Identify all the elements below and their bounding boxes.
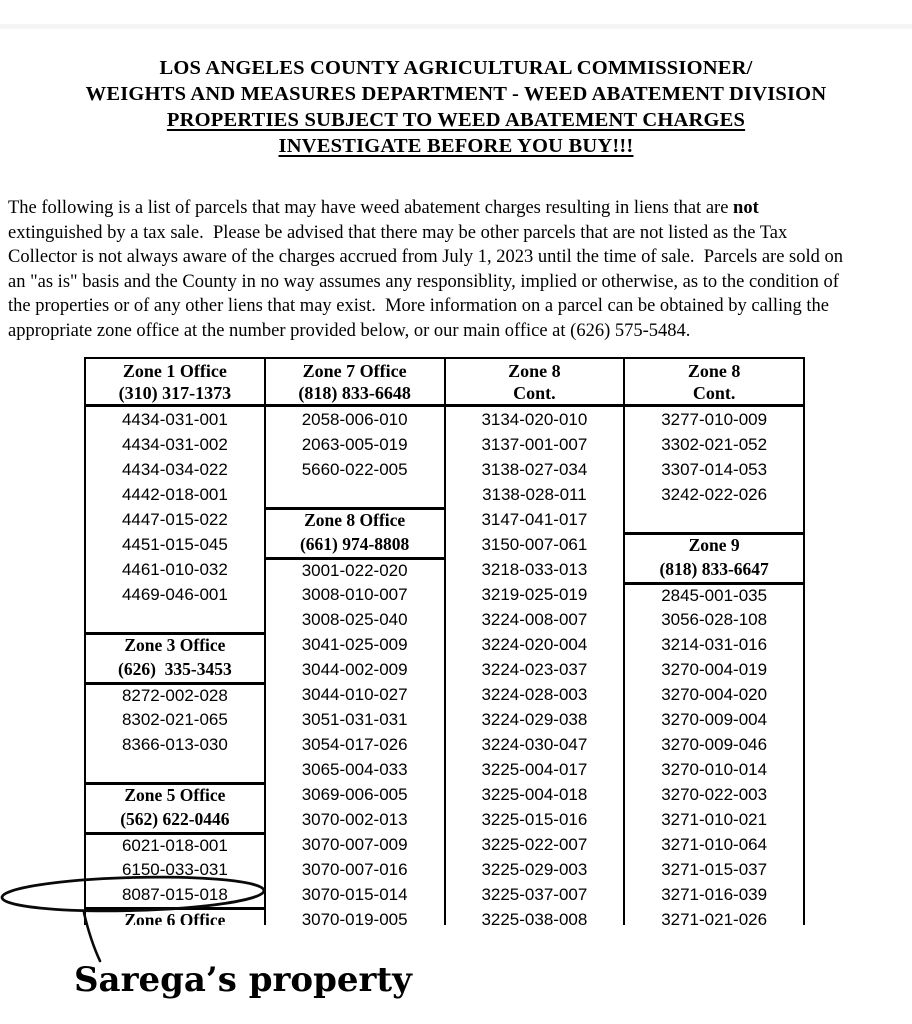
parcel-cell: 3270-009-004 (661, 710, 768, 729)
parcel-cell: 3277-010-009 (661, 410, 768, 429)
parcel-cell: 4434-031-001 (121, 410, 228, 429)
parcel-cell: 3134-020-010 (481, 410, 588, 429)
paragraph-line (8, 270, 908, 295)
title-line: INVESTIGATE BEFORE YOU BUY!!! (278, 135, 634, 157)
paragraph-line (8, 294, 908, 319)
parcel-cell: 4442-018-001 (121, 485, 228, 504)
parcel-cell: 8302-021-065 (121, 710, 228, 729)
parcel-cell: 4434-031-002 (121, 435, 228, 454)
parcel-cell: 3225-015-016 (481, 810, 588, 829)
parcel-cell: 6021-018-001 (86, 832, 264, 857)
paragraph-text: not (733, 198, 759, 218)
parcel-cell: 5660-022-005 (301, 460, 408, 479)
scan-artifact-band (0, 24, 912, 29)
parcel-cell: 3001-022-020 (266, 557, 444, 582)
parcel-cell: 3225-029-003 (481, 860, 588, 879)
paragraph-line (8, 221, 908, 246)
zone-header-text: Zone 7 Office (302, 360, 407, 381)
paragraph-text: appropriate zone office at the number provided below, or our main office at (626) 575-5484. (8, 320, 691, 341)
parcel-cell: 3137-001-007 (481, 435, 588, 454)
parcel-cell: 3051-031-031 (301, 710, 408, 729)
parcel-cell: 2058-006-010 (301, 410, 408, 429)
parcel-cell: 3065-004-033 (301, 760, 408, 779)
parcel-cell: 3270-004-019 (661, 660, 768, 679)
parcel-cell: 3147-041-017 (481, 510, 588, 529)
parcel-cell: 3271-010-064 (661, 835, 768, 854)
zone-column (86, 359, 266, 925)
parcel-cell: 3044-010-027 (301, 685, 408, 704)
zone-header-text: Zone 1 Office (122, 360, 227, 381)
parcel-cell: 3041-025-009 (301, 635, 408, 654)
parcel-cell: 3270-009-046 (661, 735, 768, 754)
parcel-cell: 3008-010-007 (301, 585, 408, 604)
zone-column-header (446, 359, 624, 407)
zone-header-text: (310) 317-1373 (118, 382, 232, 403)
parcel-cell: 3224-028-003 (481, 685, 588, 704)
paragraph-text: Collector is not always aware of the charges accrued from July 1, 2023 until the time of sale. Parcels are sold on (8, 247, 843, 268)
parcel-cell: 3054-017-026 (301, 735, 408, 754)
parcel-cell: 3225-037-007 (481, 885, 588, 904)
parcel-cell: 3070-007-009 (301, 835, 408, 854)
parcel-cell: 3219-025-019 (481, 585, 588, 604)
parcel-cell: 3271-016-039 (661, 885, 768, 904)
blank-cell (266, 482, 444, 507)
blank-cell (625, 507, 803, 532)
parcel-cell: 3224-020-004 (481, 635, 588, 654)
parcel-cell: 3242-022-026 (661, 485, 768, 504)
section-header-cell: Zone 6 Office (86, 907, 264, 925)
parcel-cell: 6150-033-031 (121, 860, 228, 879)
zone-column (625, 359, 803, 925)
parcel-cell: 3302-021-052 (661, 435, 768, 454)
parcel-cell: 4469-046-001 (121, 585, 228, 604)
zone-column (446, 359, 626, 925)
parcel-cell: 3307-014-053 (661, 460, 768, 479)
title-line: WEIGHTS AND MEASURES DEPARTMENT - WEED ABATEMENT DIVISION (85, 83, 827, 105)
parcel-cell: 3070-007-016 (301, 860, 408, 879)
parcel-cell: 3056-028-108 (661, 610, 768, 629)
zone-header-text: Zone 8 (508, 360, 561, 381)
parcel-cell: 3271-010-021 (661, 810, 768, 829)
zone-header-text: Zone 8 (687, 360, 741, 381)
parcel-cell: 3138-028-011 (482, 485, 587, 504)
parcel-cell: 3069-006-005 (301, 785, 408, 804)
parcel-cell: 3070-015-014 (301, 885, 408, 904)
parcel-cell: 3224-023-037 (481, 660, 588, 679)
paragraph-text: an "as is" basis and the County in no way assumes any responsiblity, implied or otherwise, as to the condition of (8, 271, 839, 292)
section-header-cell: (661) 974-8808 (299, 534, 410, 554)
parcel-cell: 3138-027-034 (481, 460, 588, 479)
parcel-cell: 4461-010-032 (121, 560, 228, 579)
parcel-cell: 4447-015-022 (121, 510, 228, 529)
parcel-cell: 3070-002-013 (301, 810, 408, 829)
parcel-cell: 3218-033-013 (481, 560, 588, 579)
annotation-label: Sarega’s property (74, 960, 412, 1000)
blank-cell (86, 607, 264, 632)
title-line: LOS ANGELES COUNTY AGRICULTURAL COMMISSIONER/ (159, 57, 753, 79)
parcel-cell: 3225-038-008 (481, 910, 588, 925)
zone-header-text: Cont. (513, 382, 556, 403)
section-header-cell: Zone 8 Office (266, 507, 444, 532)
paragraph-line (8, 319, 908, 344)
zone-header-text: (818) 833-6648 (298, 382, 411, 403)
paragraph-text: extinguished by a tax sale. Please be advised that there may be other parcels that are not listed as the Tax (8, 222, 788, 243)
parcel-cell: 3008-025-040 (301, 610, 408, 629)
parcel-cell: 4451-015-045 (121, 535, 228, 554)
parcel-cell: 3225-022-007 (481, 835, 588, 854)
section-header-cell: (818) 833-6647 (659, 559, 769, 579)
parcel-cell: 3224-029-038 (481, 710, 588, 729)
parcel-cell: 3271-015-037 (661, 860, 768, 879)
parcel-cell: 8366-013-030 (121, 735, 228, 754)
section-header-cell: Zone 5 Office (86, 782, 264, 807)
parcel-cell: 3271-021-026 (661, 910, 768, 925)
parcel-cell: 3150-007-061 (481, 535, 588, 554)
parcel-cell: 4434-034-022 (121, 460, 228, 479)
parcel-cell: 2845-001-035 (625, 582, 803, 607)
paragraph-text: the properties or of any other liens that may exist. More information on a parcel can be obtained by calling the (8, 296, 829, 317)
document-title (0, 55, 912, 159)
parcel-cell: 3225-004-018 (481, 785, 588, 804)
zone-header-text: Cont. (692, 382, 736, 403)
section-header-cell: (626) 335-3453 (118, 659, 232, 679)
parcel-cell: 3224-030-047 (481, 735, 588, 754)
parcel-cell: 3270-004-020 (661, 685, 768, 704)
paragraph-line (8, 245, 908, 270)
parcel-cell: 3270-022-003 (661, 785, 768, 804)
intro-paragraph (8, 196, 908, 344)
parcel-cell: 2063-005-019 (301, 435, 408, 454)
parcel-cell: 3270-010-014 (661, 760, 768, 779)
parcel-cell: 8272-002-028 (86, 682, 264, 707)
zone-column-header (266, 359, 444, 407)
parcel-cell: 3044-002-009 (301, 660, 408, 679)
parcel-cell: 3070-019-005 (301, 910, 408, 925)
parcel-table (84, 357, 805, 925)
paragraph-text: The following is a list of parcels that may have weed abatement charges resulting in liens that are (8, 198, 734, 218)
section-header-cell: Zone 9 (625, 532, 803, 557)
title-line: PROPERTIES SUBJECT TO WEED ABATEMENT CHARGES (166, 109, 746, 131)
zone-column (266, 359, 446, 925)
section-header-cell: Zone 3 Office (86, 632, 264, 657)
section-header-cell: (562) 622-0446 (120, 809, 230, 829)
parcel-cell: 3225-004-017 (481, 760, 588, 779)
paragraph-line (8, 196, 908, 221)
parcel-cell: 3224-008-007 (481, 610, 588, 629)
circled-parcel-cell: 8087-015-018 (121, 885, 228, 904)
zone-column-header (86, 359, 264, 407)
parcel-cell: 3214-031-016 (661, 635, 768, 654)
blank-cell (86, 757, 264, 782)
zone-column-header (625, 359, 803, 407)
